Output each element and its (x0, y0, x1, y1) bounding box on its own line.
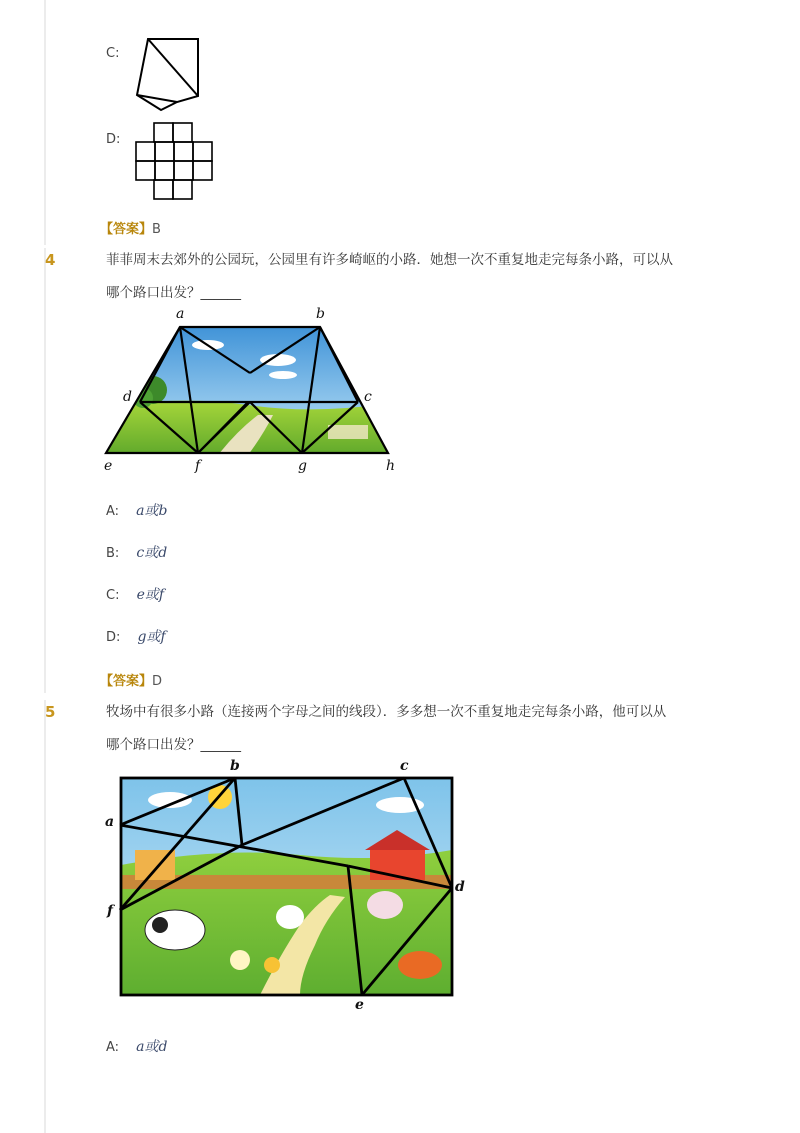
q4-answer (100, 670, 162, 689)
answer-value: B (152, 222, 161, 237)
q5-number: 5 (45, 703, 56, 721)
q5-farm-figure (100, 755, 470, 1015)
point-label-g: g (298, 458, 307, 474)
option-value: a或d (136, 1039, 168, 1055)
point-label-c: c (400, 758, 409, 774)
answer-tag: 【答案】 (100, 222, 153, 237)
option-label: C: (106, 588, 120, 603)
q4-text-line2: 哪个路口出发？______ (106, 285, 241, 301)
option-label: A: (106, 1040, 120, 1055)
q3-option-c-figure (130, 32, 210, 114)
q4-option-c[interactable] (106, 584, 164, 604)
q4-option-b[interactable] (106, 542, 167, 562)
answer-value: D (152, 674, 163, 689)
option-label: B: (106, 546, 120, 561)
q4-option-a[interactable] (106, 500, 167, 520)
point-label-a: a (105, 814, 115, 830)
q3-option-c-label: C: (106, 46, 120, 61)
q4-text-line1: 菲菲周末去郊外的公园玩，公园里有许多崎岖的小路．她想一次不重复地走完每条小路，可以从 (106, 252, 673, 268)
point-label-e: e (104, 458, 113, 474)
farm-scenery (121, 778, 452, 995)
point-label-d: d (455, 879, 465, 895)
point-label-f: f (195, 458, 201, 474)
point-label-f: f (107, 903, 114, 919)
point-label-c: c (364, 389, 372, 405)
q3-option-d-label: D: (106, 132, 121, 147)
question-bar-5 (44, 700, 46, 1133)
q4-option-d[interactable] (106, 626, 166, 646)
q5-option-a[interactable] (106, 1036, 167, 1056)
point-label-b: b (316, 306, 325, 322)
question-bar-3 (44, 0, 46, 245)
option-value: c或d (136, 545, 168, 561)
q4-number: 4 (45, 251, 56, 269)
point-label-e: e (355, 997, 364, 1013)
option-value: e或f (136, 587, 165, 603)
option-label: D: (106, 630, 121, 645)
point-label-d: d (123, 389, 132, 405)
point-label-b: b (230, 758, 240, 774)
q3-answer (100, 218, 161, 237)
point-label-h: h (386, 458, 396, 474)
q5-text-line1: 牧场中有很多小路（连接两个字母之间的线段）．多多想一次不重复地走完每条小路，他可以从 (106, 704, 667, 720)
answer-tag: 【答案】 (100, 674, 153, 689)
q3-option-d-figure (134, 121, 216, 203)
point-label-a: a (176, 306, 185, 322)
question-bar-4 (44, 248, 46, 693)
q5-text-line2: 哪个路口出发？______ (106, 737, 241, 753)
option-label: A: (106, 504, 120, 519)
option-value: g或f (137, 629, 166, 645)
option-value: a或b (136, 503, 168, 519)
q4-park-figure (98, 300, 398, 475)
